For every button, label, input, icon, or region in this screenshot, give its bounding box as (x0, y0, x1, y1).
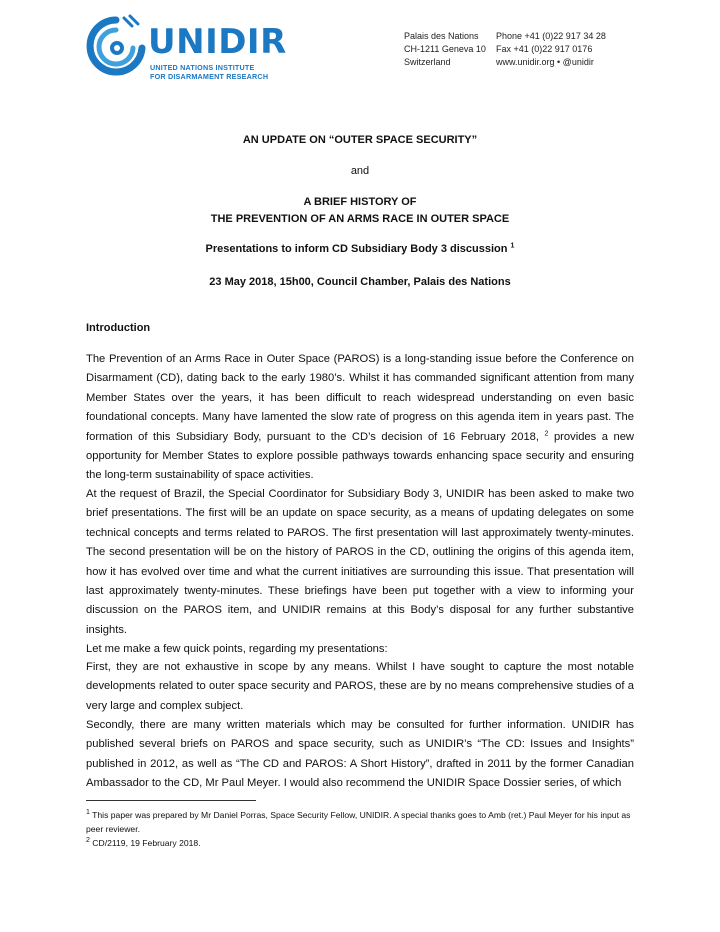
paragraph-2: At the request of Brazil, the Special Coordinator for Subsidiary Body 3, UNIDIR has been asked to make two brief presentations. The first will be an update on space security, as a means of updating delegates on some technical concepts and terms related to PAROS. The first presentation will last approximately twenty-minutes. The second presentation will be on the history of PAROS in the CD, outlining the origins of this agenda item, how it has evolved over time and what the current initiatives are surrounding this issue. That presentation will last approximately twenty-minutes. These briefings have been put together with a view to informing your discussion on the PAROS item, and UNIDIR remains at this Body’s disposal for any further substantive insights. (86, 488, 634, 636)
title-and: and (350, 165, 370, 177)
footnote-text: This paper was prepared by Mr Daniel Porras, Space Security Fellow, UNIDIR. A special thanks goes to Amb (ret.) Paul Meyer for his input as peer reviewer. (86, 810, 631, 834)
footnote-ref-1[interactable]: 1 (510, 242, 515, 250)
date-line: 23 May 2018, 15h00, Council Chamber, Palais des Nations (209, 276, 511, 288)
logo-subtitle-line1: UNITED NATIONS INSTITUTE (150, 63, 255, 72)
footnote-separator (86, 800, 256, 801)
contact-block (496, 30, 606, 69)
title-line-1: AN UPDATE ON “OUTER SPACE SECURITY” (242, 134, 478, 146)
paragraph-5: Secondly, there are many written materials which may be consulted for further information. UNIDIR has published several briefs on PAROS and space security, such as UNIDIR’s “The CD: Issues and Insights” published in 2012, as well as “The CD and PAROS: A Short History”, drafted in 2011 by the former Canadian Ambassador to the CD, Mr Paul Meyer. I would also recommend the UNIDIR Space Dossier series, of which (86, 719, 634, 790)
footnote-number: 1 (86, 809, 90, 817)
address-line: Switzerland (404, 57, 451, 67)
footnote-2 (86, 836, 634, 850)
phone-line: Phone +41 (0)22 917 34 28 (496, 31, 606, 41)
footnote-text: CD/2119, 19 February 2018. (89, 838, 201, 848)
address-line: CH-1211 Geneva 10 (404, 44, 486, 54)
unidir-logo (86, 14, 286, 90)
presentations-text: Presentations to inform CD Subsidiary Body 3 discussion (205, 243, 508, 255)
paragraph-3: Let me make a few quick points, regarding my presentations: (86, 643, 388, 655)
logo-subtitle-line2: FOR DISARMAMENT RESEARCH (150, 72, 269, 81)
paragraph-1-text-a: The Prevention of an Arms Race in Outer Space (PAROS) is a long-standing issue before the Conference on Disarmament (CD), dating back to the early 1980’s. Whilst it has commanded significant attention from many Member States over the years, it has been difficult to reach widespread understanding on even basic foundational concepts. Many have lamented the slow rate of progress on this agenda item in years past. The formation of this Subsidiary Body, pursuant to the CD’s decision of 16 February 2018, (86, 353, 634, 443)
logo-wordmark: UNIDIR (148, 22, 287, 62)
footnote-number: 2 (86, 837, 90, 845)
paragraph-4: First, they are not exhaustive in scope by any means. Whilst I have sought to capture the most notable developments related to outer space security and PAROS, these are by no means comprehensive studies of a very large and complex subject. (86, 661, 634, 712)
address-block (404, 30, 486, 69)
unidir-emblem-icon (86, 14, 146, 82)
footnote-1 (86, 808, 634, 836)
paragraph-1 (86, 350, 634, 486)
title-line-3: THE PREVENTION OF AN ARMS RACE IN OUTER SPACE (210, 213, 510, 225)
fax-line: Fax +41 (0)22 917 0176 (496, 44, 593, 54)
title-line-2: A BRIEF HISTORY OF (303, 196, 417, 208)
address-line: Palais des Nations (404, 31, 479, 41)
footnote-ref-2[interactable]: 2 (544, 429, 549, 437)
intro-heading: Introduction (86, 322, 151, 334)
presentations-line (0, 243, 720, 255)
paragraph-1-text-b: provides a new opportunity for Member States to explore possible pathways towards enhancing space security and ensuring the long-term sustainability of space activities. (86, 430, 634, 482)
web-line: www.unidir.org • @unidir (496, 57, 594, 67)
